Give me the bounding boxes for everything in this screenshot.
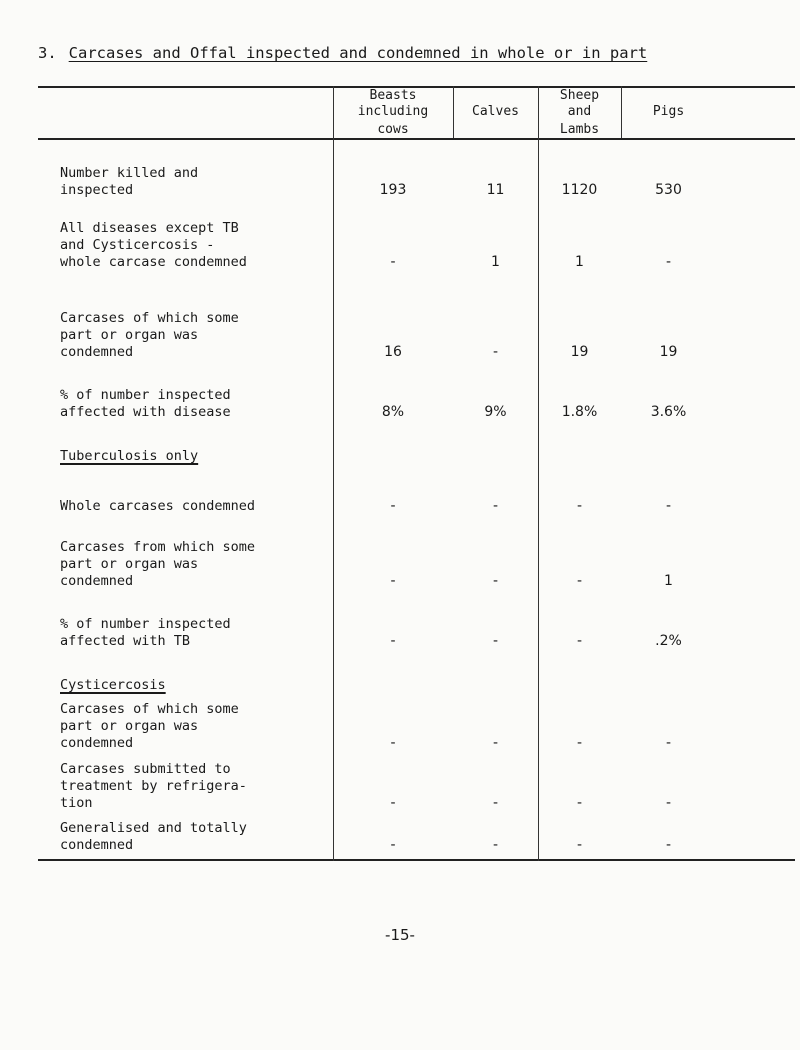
table-bottom-rule xyxy=(38,859,795,861)
section-heading-tuberculosis xyxy=(38,421,795,465)
value-beasts: - xyxy=(390,573,396,589)
section-number: 3. xyxy=(38,44,57,62)
table-header-rule xyxy=(38,138,795,140)
value-sheep: 1120 xyxy=(561,182,598,198)
column-header-calves: Calves xyxy=(472,104,519,119)
value-beasts: - xyxy=(390,633,396,649)
page-number: -15- xyxy=(385,926,415,944)
column-header-beasts: Beasts including cows xyxy=(357,88,429,137)
value-beasts: - xyxy=(390,795,396,811)
section-heading-cysticercosis xyxy=(38,650,795,694)
table-row xyxy=(38,515,795,590)
value-pigs: - xyxy=(665,795,672,811)
section-title: Carcases and Offal inspected and condemned in whole or in part xyxy=(68,44,648,62)
value-beasts: - xyxy=(390,498,396,514)
column-header-pigs: Pigs xyxy=(652,104,685,119)
value-beasts: 8% xyxy=(381,404,405,420)
table-row xyxy=(38,465,795,515)
value-pigs: 1 xyxy=(664,573,673,589)
row-label: Carcases submitted to treatment by refrigera- tion xyxy=(60,761,247,811)
table-row xyxy=(38,271,795,361)
value-pigs: - xyxy=(665,254,672,270)
value-pigs: .2% xyxy=(655,633,682,649)
value-calves: - xyxy=(492,795,499,811)
value-pigs: 19 xyxy=(659,344,678,360)
section-label: Cysticercosis xyxy=(60,677,166,693)
row-label: Whole carcases condemned xyxy=(60,498,256,514)
value-sheep: 19 xyxy=(570,344,589,360)
inspection-table xyxy=(38,86,795,861)
value-calves: 1 xyxy=(491,254,500,270)
value-calves: - xyxy=(492,633,499,649)
value-sheep: 1 xyxy=(575,254,584,270)
value-calves: 11 xyxy=(486,182,505,198)
value-sheep: - xyxy=(576,735,583,751)
value-pigs: - xyxy=(665,837,672,853)
row-label: All diseases except TB and Cysticercosis - whole carcase condemned xyxy=(60,220,247,270)
value-pigs: - xyxy=(665,498,672,514)
table-row xyxy=(38,752,795,812)
value-calves: - xyxy=(492,735,499,751)
value-calves: - xyxy=(492,344,499,360)
value-beasts: - xyxy=(390,735,396,751)
table-row xyxy=(38,812,795,854)
value-sheep: - xyxy=(576,633,583,649)
value-pigs: 530 xyxy=(655,182,682,198)
table-row xyxy=(38,361,795,421)
row-label: % of number inspected affected with TB xyxy=(60,616,231,649)
value-calves: - xyxy=(492,837,499,853)
column-header-sheep: Sheep and Lambs xyxy=(559,88,600,137)
table-row xyxy=(38,199,795,271)
value-beasts: - xyxy=(390,837,396,853)
value-beasts: 193 xyxy=(379,182,407,198)
value-pigs: 3.6% xyxy=(650,404,687,420)
value-beasts: - xyxy=(390,254,396,270)
row-label: % of number inspected affected with disease xyxy=(60,387,231,420)
value-pigs: - xyxy=(665,735,672,751)
value-calves: - xyxy=(492,498,499,514)
table-row xyxy=(38,694,795,752)
table-row xyxy=(38,590,795,650)
value-calves: - xyxy=(492,573,499,589)
row-label: Carcases of which some part or organ was condemned xyxy=(60,701,239,751)
value-sheep: - xyxy=(576,573,583,589)
row-label: Carcases from which some part or organ was condemned xyxy=(60,539,256,589)
row-label: Number killed and inspected xyxy=(60,165,199,198)
value-calves: 9% xyxy=(484,404,507,420)
value-beasts: 16 xyxy=(384,344,402,360)
value-sheep: - xyxy=(576,795,583,811)
row-label: Generalised and totally condemned xyxy=(60,820,247,853)
page-title xyxy=(38,44,647,62)
section-label: Tuberculosis only xyxy=(60,448,199,464)
value-sheep: - xyxy=(576,498,583,514)
table-row xyxy=(38,141,795,199)
value-sheep: 1.8% xyxy=(561,404,598,420)
value-sheep: - xyxy=(576,837,583,853)
row-label: Carcases of which some part or organ was condemned xyxy=(60,310,239,360)
